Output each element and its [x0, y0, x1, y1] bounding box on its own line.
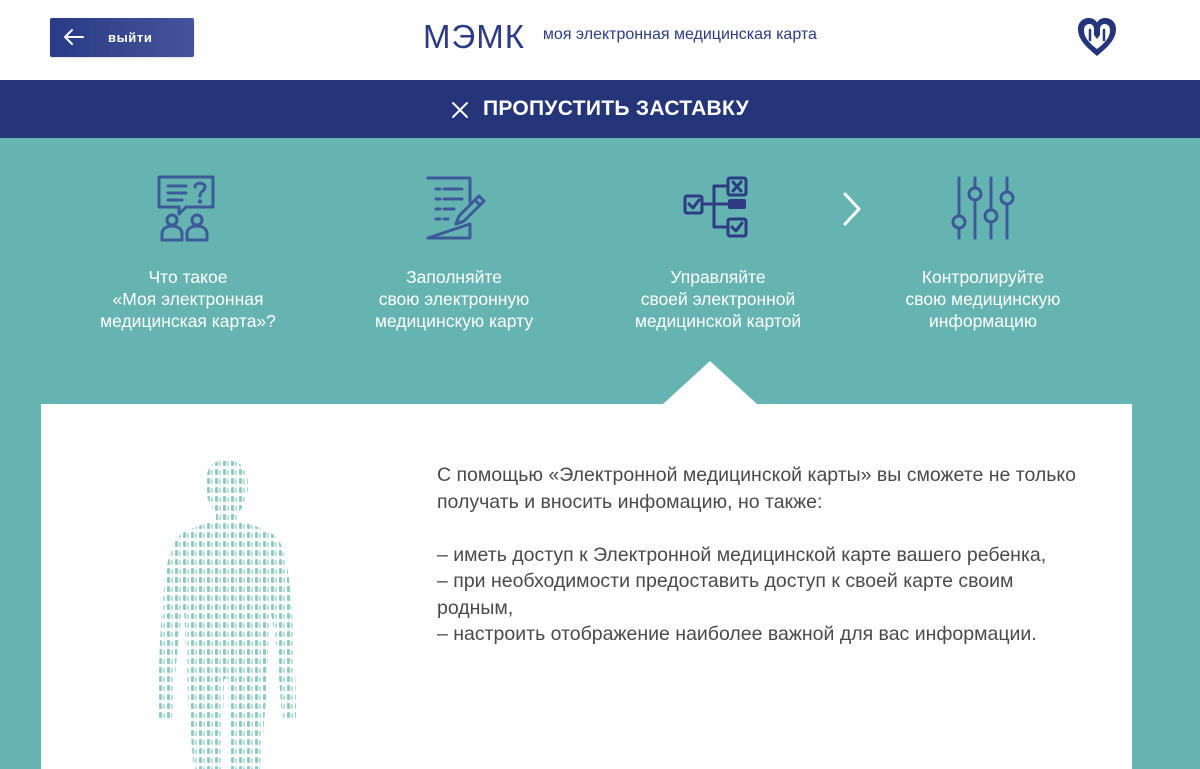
document-edit-icon [418, 172, 490, 244]
human-figure-illustration [150, 459, 300, 769]
step-what-is-mymedcard[interactable] [53, 172, 323, 332]
content-bullet: – при необходимости предоставить доступ к своей карте своим родным, [437, 570, 1014, 619]
heart-m-logo-icon [1075, 16, 1119, 58]
exit-button-label: выйти [108, 30, 153, 45]
content-bullet: – настроить отображение наиболее важной для вас информации. [437, 623, 1037, 645]
content-text [437, 462, 1077, 648]
checklist-flow-icon [682, 172, 754, 244]
arrow-left-icon [63, 28, 85, 46]
brand-logo-text: МЭМК [423, 18, 525, 55]
close-icon [451, 101, 469, 119]
step-control-medinfo[interactable] [848, 172, 1118, 332]
faq-chat-people-icon [152, 172, 224, 244]
skip-intro-bar[interactable] [0, 80, 1200, 138]
content-intro: С помощью «Электронной медицинской карты» вы сможете не только получать и вносить инфомацию, но также: [437, 464, 1076, 513]
sliders-icon [947, 172, 1019, 244]
step-title: Что такое «Моя электронная медицинская карта»? [100, 267, 276, 331]
step-manage-medcard[interactable] [583, 172, 853, 332]
brand-subtitle: моя электронная медицинская карта [542, 26, 817, 43]
active-step-pointer [663, 361, 757, 404]
exit-button[interactable] [50, 18, 194, 57]
step-fill-medcard[interactable] [319, 172, 589, 332]
content-bullet: – иметь доступ к Электронной медицинской карте вашего ребенка, [437, 543, 1047, 566]
brand [423, 18, 817, 56]
step-title: Управляйте своей электронной медицинской картой [634, 267, 802, 331]
step-title: Контролируйте свою медицинскую информацию [905, 267, 1061, 331]
top-header [0, 0, 1200, 80]
skip-intro-label: ПРОПУСТИТЬ ЗАСТАВКУ [482, 97, 750, 120]
step-title: Заполняйте свою электронную медицинскую карту [374, 267, 534, 331]
